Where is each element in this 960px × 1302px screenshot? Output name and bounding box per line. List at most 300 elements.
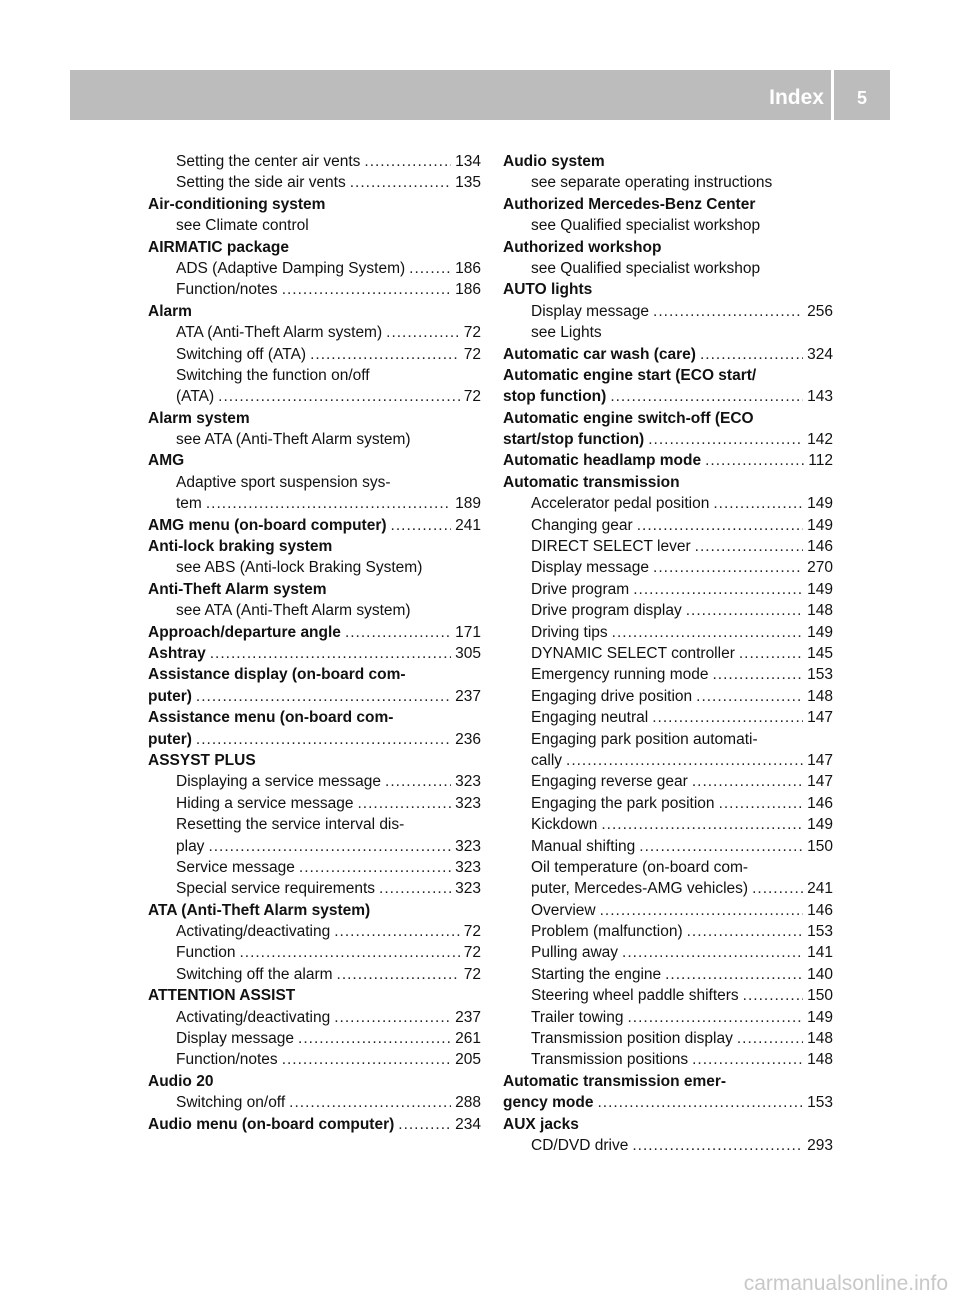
index-subentry <box>148 814 481 835</box>
page-ref: 72 <box>463 324 481 342</box>
entry-text: Displaying a service message <box>176 773 382 791</box>
entry-text: Audio system <box>503 153 605 170</box>
index-heading <box>148 194 481 215</box>
dot-leader <box>610 386 803 407</box>
entry-text: Approach/departure angle <box>148 623 341 641</box>
index-heading <box>148 686 481 707</box>
index-subentry <box>148 942 481 963</box>
dot-leader <box>196 729 451 750</box>
index-subentry <box>148 258 481 279</box>
dot-leader <box>695 536 803 557</box>
page-ref: 148 <box>807 687 833 705</box>
index-heading <box>503 408 833 429</box>
dot-leader <box>364 151 451 172</box>
page-ref: 234 <box>455 1115 481 1133</box>
index-subentry <box>503 707 833 728</box>
index-heading <box>503 450 833 471</box>
entry-text: Hiding a service message <box>176 794 354 812</box>
dot-leader <box>350 172 451 193</box>
index-subentry <box>503 600 833 621</box>
entry-text: Trailer towing <box>531 1008 624 1026</box>
index-subentry <box>148 493 481 514</box>
dot-leader <box>357 793 451 814</box>
entry-text: stop function) <box>503 388 607 406</box>
dot-leader <box>622 942 803 963</box>
entry-text: AMG <box>148 452 185 470</box>
entry-text: Driving tips <box>531 623 608 641</box>
index-heading <box>503 151 833 172</box>
entry-text: Air-conditioning system <box>148 195 326 213</box>
entry-text: ATA (Anti-Theft Alarm system) <box>148 901 371 919</box>
dot-leader <box>282 279 451 300</box>
index-subentry <box>148 429 481 450</box>
entry-text: Switching off (ATA) <box>176 345 307 363</box>
entry-text: Anti-lock braking system <box>148 538 333 556</box>
dot-leader <box>600 900 804 921</box>
entry-text: see ATA (Anti-Theft Alarm system) <box>176 602 411 620</box>
entry-text: AMG menu (on-board computer) <box>148 516 387 534</box>
index-subentry <box>148 557 481 578</box>
entry-text: Oil temperature (on-board com- <box>531 858 749 876</box>
entry-text: Automatic engine start (ECO start/ <box>503 366 757 384</box>
dot-leader <box>612 622 803 643</box>
dot-leader <box>345 622 451 643</box>
index-heading <box>503 279 833 300</box>
entry-text: Changing gear <box>531 516 633 534</box>
index-column-left <box>148 151 481 1135</box>
watermark: carmanualsonline.info <box>743 1272 948 1295</box>
entry-text: Problem (malfunction) <box>531 923 683 941</box>
index-heading <box>148 750 481 771</box>
entry-text: Display message <box>531 559 650 577</box>
index-subentry <box>503 301 833 322</box>
index-subentry <box>148 172 481 193</box>
entry-text: Authorized workshop <box>503 238 662 256</box>
dot-leader <box>686 600 803 621</box>
entry-text: see Lights <box>531 324 602 342</box>
page-ref: 149 <box>807 816 833 834</box>
entry-text: Automatic engine switch-off (ECO <box>503 409 754 427</box>
dot-leader <box>597 1092 803 1113</box>
page-ref: 323 <box>455 858 481 876</box>
index-subentry <box>503 878 833 899</box>
dot-leader <box>743 985 803 1006</box>
page-ref: 112 <box>808 452 833 470</box>
dot-leader <box>737 1028 803 1049</box>
entry-text: Switching the function on/off <box>176 366 370 384</box>
entry-text: ADS (Adaptive Damping System) <box>176 259 406 277</box>
entry-text: DIRECT SELECT lever <box>531 538 691 556</box>
index-subentry <box>148 344 481 365</box>
entry-text: see ATA (Anti-Theft Alarm system) <box>176 431 411 449</box>
entry-text: see Qualified specialist workshop <box>531 259 761 277</box>
page-ref: 293 <box>807 1136 833 1154</box>
index-subentry <box>503 942 833 963</box>
index-subentry <box>503 1028 833 1049</box>
index-subentry <box>148 279 481 300</box>
dot-leader <box>337 964 460 985</box>
index-subentry <box>503 536 833 557</box>
page-ref: 153 <box>807 923 833 941</box>
entry-text: Assistance display (on-board com- <box>148 666 406 684</box>
dot-leader <box>409 258 451 279</box>
page-ref: 143 <box>807 388 833 406</box>
entry-text: Function <box>176 944 236 962</box>
entry-text: Drive program <box>531 580 630 598</box>
page-ref: 237 <box>455 687 481 705</box>
index-subentry <box>503 1007 833 1028</box>
index-heading <box>148 664 481 685</box>
entry-text: play <box>176 837 205 855</box>
page-ref: 323 <box>455 773 481 791</box>
page-ref: 72 <box>463 345 481 363</box>
entry-text: Engaging park position automati- <box>531 730 758 748</box>
dot-leader <box>719 793 804 814</box>
page-ref: 237 <box>455 1008 481 1026</box>
entry-text: Ashtray <box>148 644 206 662</box>
entry-text: Activating/deactivating <box>176 923 331 941</box>
index-subentry <box>148 1028 481 1049</box>
index-subentry <box>503 729 833 750</box>
entry-text: AIRMATIC package <box>148 238 289 256</box>
entry-text: ASSYST PLUS <box>148 751 256 769</box>
entry-text: gency mode <box>503 1094 594 1112</box>
entry-text: Function/notes <box>176 1051 278 1069</box>
page-ref: 323 <box>455 837 481 855</box>
entry-text: Engaging neutral <box>531 709 649 727</box>
index-subentry <box>148 600 481 621</box>
index-subentry <box>148 1092 481 1113</box>
dot-leader <box>299 857 451 878</box>
entry-text: Alarm system <box>148 409 250 427</box>
entry-text: Function/notes <box>176 281 278 299</box>
index-subentry <box>503 664 833 685</box>
page-ref: 148 <box>807 1030 833 1048</box>
dot-leader <box>752 878 803 899</box>
index-subentry <box>148 151 481 172</box>
entry-text: Setting the center air vents <box>176 153 361 170</box>
dot-leader <box>653 301 803 322</box>
index-subentry <box>503 1049 833 1070</box>
page-ref: 153 <box>807 1094 833 1112</box>
page-ref: 147 <box>807 751 833 769</box>
page-ref: 134 <box>455 153 481 170</box>
dot-leader <box>665 964 803 985</box>
page-ref: 149 <box>807 580 833 598</box>
index-heading <box>503 344 833 365</box>
page-ref: 150 <box>807 987 833 1005</box>
page-ref: 135 <box>455 174 481 192</box>
page-ref: 149 <box>807 495 833 513</box>
entry-text: Audio 20 <box>148 1072 214 1090</box>
index-heading <box>148 707 481 728</box>
index-heading <box>148 408 481 429</box>
dot-leader <box>298 1028 451 1049</box>
dot-leader <box>379 878 451 899</box>
page-ref: 236 <box>455 730 481 748</box>
dot-leader <box>398 1114 451 1135</box>
entry-text: Transmission position display <box>531 1030 733 1048</box>
dot-leader <box>601 814 803 835</box>
index-subentry <box>148 365 481 386</box>
dot-leader <box>652 707 803 728</box>
dot-leader <box>713 493 803 514</box>
index-subentry <box>503 921 833 942</box>
entry-text: Alarm <box>148 302 192 320</box>
page-ref: 149 <box>807 623 833 641</box>
dot-leader <box>633 579 803 600</box>
entry-text: Switching off the alarm <box>176 965 333 983</box>
index-heading <box>148 900 481 921</box>
entry-text: puter, Mercedes-AMG vehicles) <box>531 880 749 898</box>
index-subentry <box>503 771 833 792</box>
entry-text: see Qualified specialist workshop <box>531 217 761 235</box>
page-ref: 141 <box>807 944 833 962</box>
index-subentry <box>503 215 833 236</box>
page-ref: 72 <box>463 944 481 962</box>
index-subentry <box>148 793 481 814</box>
index-heading <box>148 643 481 664</box>
index-subentry <box>503 172 833 193</box>
dot-leader <box>206 493 451 514</box>
page-ref: 72 <box>463 388 481 406</box>
dot-leader <box>739 643 803 664</box>
index-heading <box>148 301 481 322</box>
dot-leader <box>653 557 803 578</box>
dot-leader <box>334 1007 451 1028</box>
index-subentry <box>148 1007 481 1028</box>
dot-leader <box>208 836 451 857</box>
dot-leader <box>713 664 804 685</box>
page-ref: 142 <box>807 431 833 449</box>
entry-text: Transmission positions <box>531 1051 689 1069</box>
entry-text: Adaptive sport suspension sys- <box>176 473 391 491</box>
entry-text: Overview <box>531 901 596 919</box>
index-heading <box>503 1071 833 1092</box>
index-subentry <box>503 814 833 835</box>
index-subentry <box>148 964 481 985</box>
index-subentry <box>503 857 833 878</box>
page-ref: 189 <box>455 495 481 513</box>
dot-leader <box>637 515 803 536</box>
index-heading <box>148 985 481 1006</box>
dot-leader <box>692 771 803 792</box>
entry-text: Display message <box>531 302 650 320</box>
page-ref: 149 <box>807 516 833 534</box>
page-ref: 186 <box>455 259 481 277</box>
entry-text: Engaging drive position <box>531 687 693 705</box>
page-ref: 146 <box>807 794 833 812</box>
dot-leader <box>218 386 460 407</box>
page-ref: 288 <box>455 1094 481 1112</box>
index-subentry <box>148 836 481 857</box>
dot-leader <box>705 450 804 471</box>
page-ref: 241 <box>455 516 481 534</box>
index-heading <box>148 237 481 258</box>
entry-text: cally <box>531 751 563 769</box>
index-heading <box>503 1092 833 1113</box>
entry-text: tem <box>176 495 202 513</box>
entry-text: Display message <box>176 1030 295 1048</box>
page-ref: 149 <box>807 1008 833 1026</box>
entry-text: Starting the engine <box>531 965 662 983</box>
entry-text: Automatic transmission <box>503 473 680 491</box>
entry-text: Accelerator pedal position <box>531 495 710 513</box>
index-column-right <box>503 151 833 1156</box>
page-ref: 146 <box>807 538 833 556</box>
dot-leader <box>687 921 804 942</box>
index-subentry <box>503 985 833 1006</box>
index-subentry <box>503 900 833 921</box>
dot-leader <box>632 1135 803 1156</box>
entry-text: Automatic transmission emer- <box>503 1072 727 1090</box>
index-subentry <box>148 322 481 343</box>
page-ref: 171 <box>455 623 481 641</box>
index-heading <box>503 1114 833 1135</box>
entry-text: Switching on/off <box>176 1094 286 1112</box>
page-ref: 186 <box>455 281 481 299</box>
index-heading <box>148 1114 481 1135</box>
index-subentry <box>503 258 833 279</box>
entry-text: ATTENTION ASSIST <box>148 987 296 1005</box>
index-heading <box>148 729 481 750</box>
entry-text: (ATA) <box>176 388 215 406</box>
page-ref: 148 <box>807 1051 833 1069</box>
entry-text: start/stop function) <box>503 431 645 449</box>
index-subentry <box>503 557 833 578</box>
dot-leader <box>700 344 803 365</box>
dot-leader <box>391 515 452 536</box>
index-subentry <box>503 836 833 857</box>
page-ref: 270 <box>807 559 833 577</box>
entry-text: Special service requirements <box>176 880 376 898</box>
entry-text: Engaging reverse gear <box>531 773 688 791</box>
index-subentry <box>503 1135 833 1156</box>
entry-text: puter) <box>148 687 192 705</box>
entry-text: Anti-Theft Alarm system <box>148 580 327 598</box>
entry-text: Automatic car wash (care) <box>503 345 696 363</box>
index-subentry <box>148 921 481 942</box>
dot-leader <box>696 686 803 707</box>
dot-leader <box>310 344 460 365</box>
index-heading <box>148 1071 481 1092</box>
index-subentry <box>503 793 833 814</box>
dot-leader <box>385 771 451 792</box>
entry-text: Manual shifting <box>531 837 636 855</box>
entry-text: Setting the side air vents <box>176 174 346 192</box>
index-heading <box>503 237 833 258</box>
index-subentry <box>148 215 481 236</box>
page-ref: 147 <box>807 773 833 791</box>
index-subentry <box>503 515 833 536</box>
page-ref: 146 <box>807 901 833 919</box>
page-ref: 148 <box>807 602 833 620</box>
dot-leader <box>692 1049 803 1070</box>
dot-leader <box>210 643 451 664</box>
entry-text: AUTO lights <box>503 281 593 299</box>
index-subentry <box>148 771 481 792</box>
index-subentry <box>148 386 481 407</box>
index-subentry <box>503 622 833 643</box>
index-heading <box>503 429 833 450</box>
index-heading <box>148 536 481 557</box>
index-heading <box>503 386 833 407</box>
page-ref: 150 <box>807 837 833 855</box>
page-number: 5 <box>856 88 867 108</box>
page-ref: 305 <box>455 644 481 662</box>
entry-text: Emergency running mode <box>531 666 709 684</box>
index-heading <box>148 579 481 600</box>
index-subentry <box>503 643 833 664</box>
dot-leader <box>334 921 460 942</box>
index-subentry <box>503 686 833 707</box>
page-ref: 147 <box>807 709 833 727</box>
index-subentry <box>503 579 833 600</box>
dot-leader <box>282 1049 451 1070</box>
entry-text: Engaging the park position <box>531 794 715 812</box>
entry-text: Resetting the service interval dis- <box>176 816 405 834</box>
index-heading <box>148 450 481 471</box>
page-ref: 140 <box>807 965 833 983</box>
entry-text: Activating/deactivating <box>176 1008 331 1026</box>
index-heading <box>503 472 833 493</box>
page-ref: 241 <box>807 880 833 898</box>
index-subentry <box>148 1049 481 1070</box>
dot-leader <box>648 429 803 450</box>
page-ref: 256 <box>807 302 833 320</box>
page-ref: 153 <box>807 666 833 684</box>
index-heading <box>148 622 481 643</box>
index-heading <box>503 194 833 215</box>
page-ref: 145 <box>807 644 833 662</box>
index-subentry <box>503 964 833 985</box>
entry-text: Drive program display <box>531 602 682 620</box>
entry-text: see ABS (Anti-lock Braking System) <box>176 559 423 577</box>
index-subentry <box>503 322 833 343</box>
index-heading <box>148 515 481 536</box>
entry-text: Pulling away <box>531 944 619 962</box>
dot-leader <box>196 686 451 707</box>
dot-leader <box>386 322 460 343</box>
page-ref: 323 <box>455 880 481 898</box>
entry-text: Kickdown <box>531 816 598 834</box>
page-ref: 72 <box>463 923 481 941</box>
index-heading <box>503 365 833 386</box>
dot-leader <box>627 1007 803 1028</box>
entry-text: Service message <box>176 858 295 876</box>
page-ref: 72 <box>463 965 481 983</box>
entry-text: AUX jacks <box>503 1115 579 1133</box>
dot-leader <box>566 750 803 771</box>
index-subentry <box>503 493 833 514</box>
dot-leader <box>239 942 459 963</box>
entry-text: puter) <box>148 730 192 748</box>
page-ref: 323 <box>455 794 481 812</box>
entry-text: Automatic headlamp mode <box>503 452 702 470</box>
entry-text: see Climate control <box>176 217 309 235</box>
header-bar <box>70 70 890 120</box>
dot-leader <box>639 836 803 857</box>
dot-leader <box>289 1092 451 1113</box>
page-title: Index <box>769 86 824 109</box>
entry-text: Audio menu (on-board computer) <box>148 1115 395 1133</box>
page-ref: 261 <box>455 1030 481 1048</box>
index-subentry <box>503 750 833 771</box>
page-ref: 324 <box>807 345 833 363</box>
entry-text: Assistance menu (on-board com- <box>148 709 394 727</box>
index-subentry <box>148 857 481 878</box>
index-subentry <box>148 878 481 899</box>
